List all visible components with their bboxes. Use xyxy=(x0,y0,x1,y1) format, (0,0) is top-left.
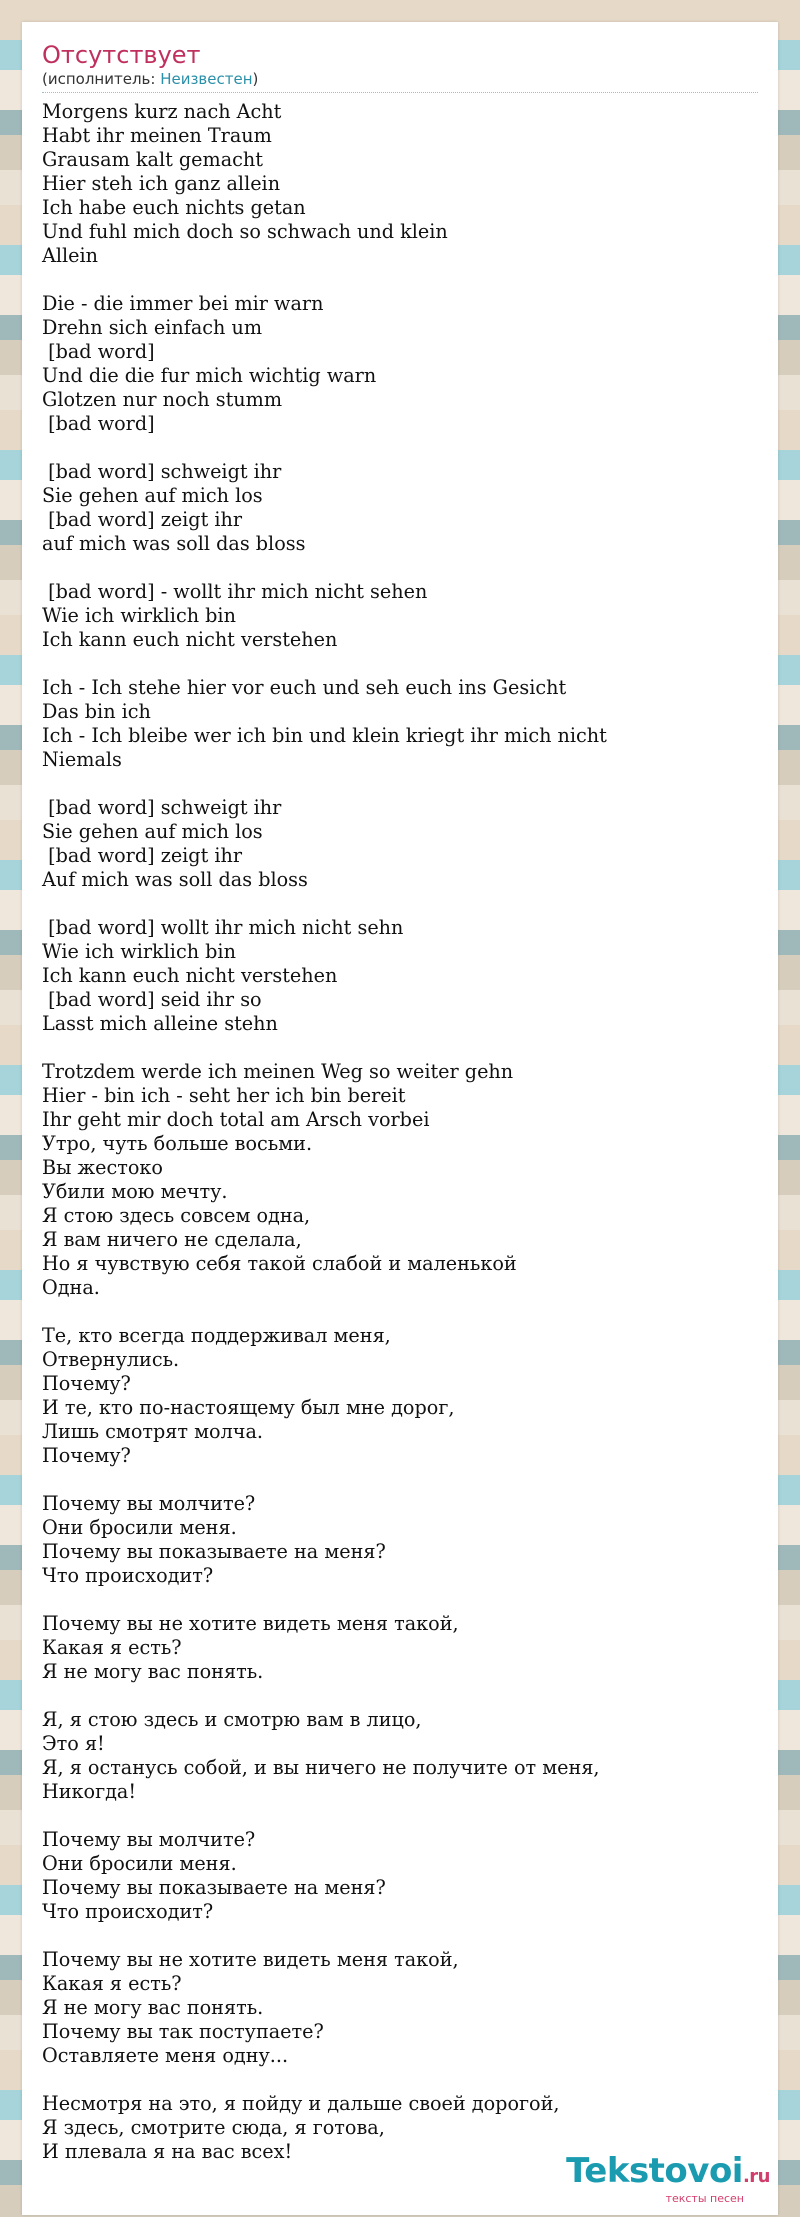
lyric-line: Почему вы показываете на меня? xyxy=(42,1540,386,1563)
lyric-line: [bad word] - wollt ihr mich nicht sehen xyxy=(42,580,428,603)
lyric-line: Ich - Ich stehe hier vor euch und seh euch ins Gesicht xyxy=(42,676,567,699)
lyric-line: Hier - bin ich - seht her ich bin bereit xyxy=(42,1084,406,1107)
lyric-line: Что происходит? xyxy=(42,1900,214,1923)
lyric-line: Они бросили меня. xyxy=(42,1852,237,1875)
lyric-line: Но я чувствую себя такой слабой и маленькой xyxy=(42,1252,517,1275)
lyric-line: И те, кто по-настоящему был мне дорог, xyxy=(42,1396,455,1419)
lyric-line: Оставляете меня одну... xyxy=(42,2044,289,2067)
lyric-line: Und fuhl mich doch so schwach und klein xyxy=(42,220,448,243)
lyric-line: Allein xyxy=(42,244,98,267)
lyric-line: Sie gehen auf mich los xyxy=(42,820,263,843)
lyric-line: [bad word] schweigt ihr xyxy=(42,796,282,819)
lyric-line: Почему вы так поступаете? xyxy=(42,2020,324,2043)
lyric-line: Я стою здесь совсем одна, xyxy=(42,1204,311,1227)
lyric-line: Sie gehen auf mich los xyxy=(42,484,263,507)
lyric-line: Убили мою мечту. xyxy=(42,1180,228,1203)
lyric-line: Grausam kalt gemacht xyxy=(42,148,263,171)
lyric-line: [bad word] zeigt ihr xyxy=(42,508,243,531)
lyric-line: Это я! xyxy=(42,1732,105,1755)
lyric-line: Одна. xyxy=(42,1276,100,1299)
lyric-line: Ich kann euch nicht verstehen xyxy=(42,964,338,987)
lyric-line: [bad word] zeigt ihr xyxy=(42,844,243,867)
lyric-line: Drehn sich einfach um xyxy=(42,316,263,339)
lyric-line: Wie ich wirklich bin xyxy=(42,940,236,963)
lyric-line: Почему вы не хотите видеть меня такой, xyxy=(42,1948,459,1971)
lyric-line: Почему вы показываете на меня? xyxy=(42,1876,386,1899)
performer-link[interactable]: Неизвестен xyxy=(160,70,253,88)
lyric-line: Morgens kurz nach Acht xyxy=(42,100,282,123)
lyric-line: Wie ich wirklich bin xyxy=(42,604,236,627)
lyric-line: Почему? xyxy=(42,1444,131,1467)
lyric-line: Niemals xyxy=(42,748,122,771)
lyric-line: Почему? xyxy=(42,1372,131,1395)
lyrics-text xyxy=(42,100,758,2164)
performer-suffix: ) xyxy=(252,70,259,88)
lyric-line: Они бросили меня. xyxy=(42,1516,237,1539)
lyric-line: Какая я есть? xyxy=(42,1972,182,1995)
lyric-line: [bad word] xyxy=(42,412,155,435)
lyric-line: [bad word] seid ihr so xyxy=(42,988,262,1011)
logo-domain: .ru xyxy=(742,2166,770,2187)
lyric-line: Ich - Ich bleibe wer ich bin und klein kriegt ihr mich nicht xyxy=(42,724,607,747)
lyric-line: Die - die immer bei mir warn xyxy=(42,292,324,315)
lyrics-card xyxy=(22,22,778,2215)
lyric-line: auf mich was soll das bloss xyxy=(42,532,306,555)
lyric-line: Я вам ничего не сделала, xyxy=(42,1228,302,1251)
lyric-line: И плевала я на вас всех! xyxy=(42,2140,293,2163)
lyric-line: Почему вы молчите? xyxy=(42,1828,256,1851)
performer-prefix: (исполнитель: xyxy=(42,70,161,88)
lyric-line: Вы жестоко xyxy=(42,1156,163,1179)
lyric-line: [bad word] wollt ihr mich nicht sehn xyxy=(42,916,404,939)
lyric-line: Я, я останусь собой, и вы ничего не получите от меня, xyxy=(42,1756,600,1779)
site-logo[interactable] xyxy=(566,2151,770,2205)
lyric-line: Я не могу вас понять. xyxy=(42,1660,264,1683)
lyric-line: Glotzen nur noch stumm xyxy=(42,388,283,411)
logo-text: Tekstovoi xyxy=(566,2151,743,2191)
performer-line xyxy=(42,70,758,88)
lyric-line: Никогда! xyxy=(42,1780,137,1803)
lyric-line: Отвернулись. xyxy=(42,1348,180,1371)
lyric-line: Какая я есть? xyxy=(42,1636,182,1659)
lyric-line: Почему вы не хотите видеть меня такой, xyxy=(42,1612,459,1635)
logo-tagline: тексты песен xyxy=(665,2192,744,2205)
lyric-line: Lasst mich alleine stehn xyxy=(42,1012,278,1035)
song-header xyxy=(42,40,758,93)
lyric-line: Hier steh ich ganz allein xyxy=(42,172,281,195)
lyric-line: Я здесь, смотрите сюда, я готова, xyxy=(42,2116,385,2139)
lyric-line: Я, я стою здесь и смотрю вам в лицо, xyxy=(42,1708,422,1731)
lyric-line: Несмотря на это, я пойду и дальше своей дорогой, xyxy=(42,2092,560,2115)
lyric-line: Ich habe euch nichts getan xyxy=(42,196,306,219)
lyric-line: Ich kann euch nicht verstehen xyxy=(42,628,338,651)
lyric-line: [bad word] schweigt ihr xyxy=(42,460,282,483)
lyric-line: Почему вы молчите? xyxy=(42,1492,256,1515)
lyric-line: Лишь смотрят молча. xyxy=(42,1420,264,1443)
lyric-line: Das bin ich xyxy=(42,700,151,723)
lyric-line: Те, кто всегда поддерживал меня, xyxy=(42,1324,391,1347)
song-title: Отсутствует xyxy=(42,41,201,69)
lyric-line: Ihr geht mir doch total am Arsch vorbei xyxy=(42,1108,430,1131)
lyric-line: [bad word] xyxy=(42,340,155,363)
lyric-line: Утро, чуть больше восьми. xyxy=(42,1132,313,1155)
lyric-line: Auf mich was soll das bloss xyxy=(42,868,308,891)
lyric-line: Und die die fur mich wichtig warn xyxy=(42,364,377,387)
lyric-line: Trotzdem werde ich meinen Weg so weiter gehn xyxy=(42,1060,514,1083)
lyric-line: Habt ihr meinen Traum xyxy=(42,124,272,147)
lyric-line: Я не могу вас понять. xyxy=(42,1996,264,2019)
lyric-line: Что происходит? xyxy=(42,1564,214,1587)
